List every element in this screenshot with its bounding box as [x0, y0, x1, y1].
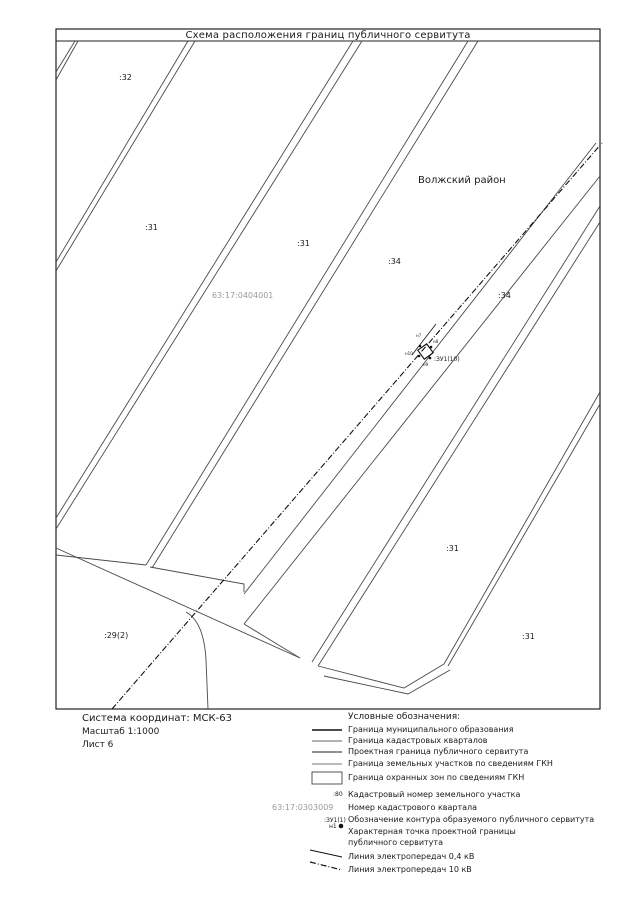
- parcel-edge: [56, 555, 146, 565]
- legend-item: Граница земельных участков по сведениям ГКН: [348, 759, 553, 768]
- parcel-edge: [244, 624, 300, 658]
- legend-item: Обозначение контура образуемого публичного сервитута: [348, 815, 595, 824]
- parcel-edge: [312, 206, 600, 666]
- point-marker: [430, 346, 433, 349]
- parcel-label: :31: [145, 223, 158, 232]
- point-label: н9: [423, 362, 429, 367]
- point-label: н10: [405, 351, 413, 356]
- legend-item: Линия электропередач 10 кВ: [348, 865, 472, 874]
- parcel-edge: [186, 612, 208, 709]
- power-line-10kv: [112, 143, 602, 709]
- parcel-edge: [244, 143, 596, 594]
- parcel-boundaries: [56, 41, 600, 709]
- point-marker: [429, 357, 432, 360]
- legend-item: Кадастровый номер земельного участка: [348, 790, 521, 799]
- legend-item: Граница кадастровых кварталов: [348, 736, 488, 745]
- legend-symbol: н1: [329, 823, 337, 830]
- point-marker: [419, 345, 422, 348]
- legend-symbol: :80: [333, 791, 343, 798]
- legend-item: публичного сервитута: [348, 838, 443, 847]
- legend-title: Условные обозначения:: [348, 712, 461, 722]
- quarter-number: 63:17:0404001: [212, 291, 274, 300]
- legend-item: Характерная точка проектной границы: [348, 827, 516, 836]
- parcel-label: :34: [388, 257, 401, 266]
- parcel-label: :32: [119, 73, 132, 82]
- legend-symbol: 63:17:0303009: [272, 803, 334, 812]
- parcel-label: :31: [297, 239, 310, 248]
- point-label: н8: [433, 339, 439, 344]
- parcel-edge: [150, 567, 244, 592]
- legend-item: Граница муниципального образования: [348, 725, 514, 734]
- map-title: Схема расположения границ публичного сервитута: [185, 30, 471, 41]
- parcel-edge: [444, 392, 600, 666]
- legend-item: Линия электропередач 0,4 кВ: [348, 852, 475, 861]
- legend-symbols: [310, 730, 343, 870]
- parcel-label: :31: [522, 632, 535, 641]
- parcel-edge: [56, 41, 78, 80]
- scale-text: Масштаб 1:1000: [82, 727, 160, 737]
- map-frame: [56, 29, 600, 709]
- legend-item: Номер кадастрового квартала: [348, 803, 478, 812]
- parcel-edge: [56, 548, 300, 658]
- parcel-label: :31: [446, 544, 459, 553]
- parcel-edge: [324, 670, 450, 694]
- sheet-number: Лист 6: [82, 740, 114, 750]
- parcel-edge: [56, 41, 362, 529]
- point-label: н7: [416, 333, 422, 338]
- coordinate-system: Система координат: МСК-63: [82, 713, 232, 724]
- legend-item: Граница охранных зон по сведениям ГКН: [348, 773, 525, 782]
- region-label: Волжский район: [418, 175, 506, 186]
- point-marker: [418, 355, 421, 358]
- legend-symbol: :ЗУ1(1): [324, 817, 346, 824]
- easement-label: :ЗУ1(10): [434, 356, 460, 363]
- legend-item: Проектная граница публичного сервитута: [348, 747, 529, 756]
- parcel-label: :34: [498, 291, 511, 300]
- parcel-label: :29(2): [104, 631, 129, 640]
